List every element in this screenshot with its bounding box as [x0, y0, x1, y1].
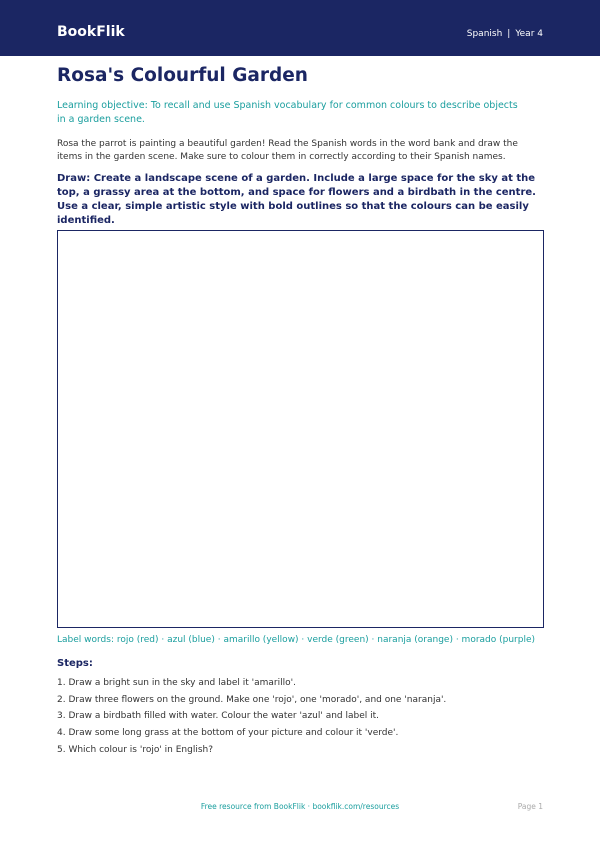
- step-item: 2. Draw three flowers on the ground. Make one 'rojo', one 'morado', and one 'naranja'.: [57, 694, 447, 705]
- steps-heading: Steps:: [57, 658, 93, 669]
- brand-logo-text: BookFlik: [57, 24, 125, 40]
- steps-list: [57, 675, 543, 759]
- worksheet-title: Rosa's Colourful Garden: [57, 65, 308, 86]
- subject-year-label: [467, 28, 543, 40]
- step-item: 1. Draw a bright sun in the sky and label it 'amarillo'.: [57, 678, 296, 688]
- step-item: 3. Draw a birdbath filled with water. Colour the water 'azul' and label it.: [57, 711, 380, 722]
- step-item: 5. Which colour is 'rojo' in English?: [57, 744, 214, 755]
- learning-objective: Learning objective: To recall and use Spanish vocabulary for common colours to describe objects in a garden scene.: [57, 100, 518, 125]
- page-number: Page 1: [517, 802, 543, 811]
- footer-credit: Free resource from BookFlik · bookflik.com/resources: [200, 802, 400, 811]
- step-item: 4. Draw some long grass at the bottom of your picture and colour it 'verde'.: [57, 728, 399, 739]
- intro-paragraph: Rosa the parrot is painting a beautiful garden! Read the Spanish words in the word bank and draw the items in the garden scene. Make sure to colour them in correctly according to their Spanish names.: [57, 139, 518, 162]
- drawing-area[interactable]: [57, 230, 544, 628]
- label-words-bank: Label words: rojo (red) · azul (blue) · amarillo (yellow) · verde (green) · naranja (orange) · morado (purple): [57, 635, 536, 645]
- year-label: Year 4: [515, 29, 543, 39]
- subject-label: Spanish: [466, 29, 503, 39]
- draw-instruction: Draw: Create a landscape scene of a garden. Include a large space for the sky at the top, a grassy area at the bottom, and space for flowers and a birdbath in the centre. Use a clear, simple artistic style with bold outlines so that the colours can be easily identified.: [57, 173, 536, 226]
- meta-separator: |: [507, 29, 511, 39]
- page-header: [0, 0, 600, 56]
